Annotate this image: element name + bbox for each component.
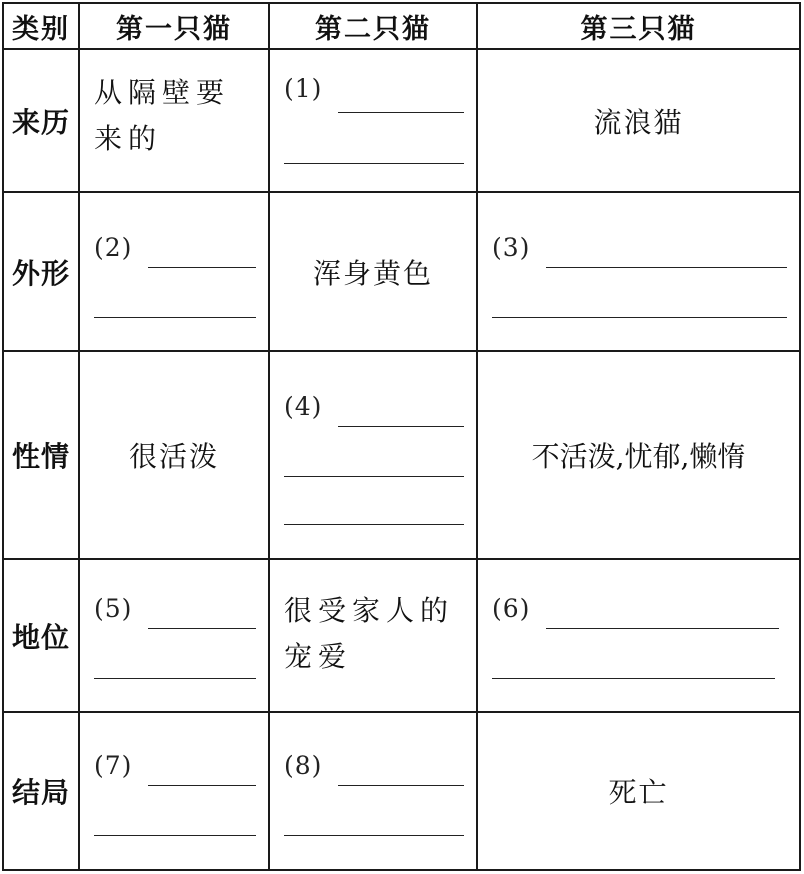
cell-second-status [269,559,477,712]
answer-line [492,317,787,318]
cell-third-appearance [477,192,800,351]
table-row [3,49,800,192]
blank-number: (8) [284,751,323,780]
row-label-ending: 结局 [3,712,79,870]
header-row [3,3,800,49]
cell-third-temperament: 不活泼,忧郁,懒惰 [477,351,800,559]
answer-blank-1[interactable] [284,50,464,191]
answer-line [94,835,256,836]
answer-line [492,678,775,679]
row-label-temperament: 性情 [3,351,79,559]
cell-third-status [477,559,800,712]
answer-line [546,628,779,629]
row-label-appearance: 外形 [3,192,79,351]
answer-line [338,426,464,427]
cell-first-ending [79,712,269,870]
origin-text: 从隔壁要来的 [94,76,231,155]
cell-second-appearance: 浑身黄色 [269,192,477,351]
cell-second-origin [269,49,477,192]
answer-line [284,163,464,164]
table-row [3,351,800,559]
cell-first-status [79,559,269,712]
answer-line [284,835,464,836]
answer-blank-8[interactable] [284,713,464,869]
blank-number: (5) [94,594,133,623]
header-second-cat: 第二只猫 [269,3,477,49]
answer-blank-4[interactable] [284,352,464,558]
cell-first-appearance [79,192,269,351]
status-text: 很受家人的宠爱 [284,594,455,673]
header-category: 类别 [3,3,79,49]
header-first-cat: 第一只猫 [79,3,269,49]
answer-line [94,678,256,679]
table-row [3,192,800,351]
answer-blank-6[interactable] [492,560,787,711]
blank-number: (2) [94,233,133,262]
cell-second-ending [269,712,477,870]
cell-first-origin [79,49,269,192]
table-row [3,559,800,712]
cell-third-ending: 死亡 [477,712,800,870]
cell-third-origin: 流浪猫 [477,49,800,192]
blank-number: (1) [284,74,323,103]
answer-line [338,112,464,113]
cell-second-temperament [269,351,477,559]
blank-number: (6) [492,594,531,623]
cat-comparison-table [2,2,801,871]
cell-first-temperament: 很活泼 [79,351,269,559]
answer-line [284,524,464,525]
row-label-status: 地位 [3,559,79,712]
header-third-cat: 第三只猫 [477,3,800,49]
answer-blank-3[interactable] [492,193,787,350]
answer-line [338,785,464,786]
answer-line [148,267,256,268]
blank-number: (4) [284,392,323,421]
answer-line [94,317,256,318]
table-row [3,712,800,870]
answer-line [546,267,787,268]
answer-line [284,476,464,477]
blank-number: (7) [94,751,133,780]
answer-line [148,628,256,629]
blank-number: (3) [492,233,531,262]
answer-blank-5[interactable] [94,560,256,711]
answer-blank-7[interactable] [94,713,256,869]
answer-blank-2[interactable] [94,193,256,350]
row-label-origin: 来历 [3,49,79,192]
answer-line [148,785,256,786]
